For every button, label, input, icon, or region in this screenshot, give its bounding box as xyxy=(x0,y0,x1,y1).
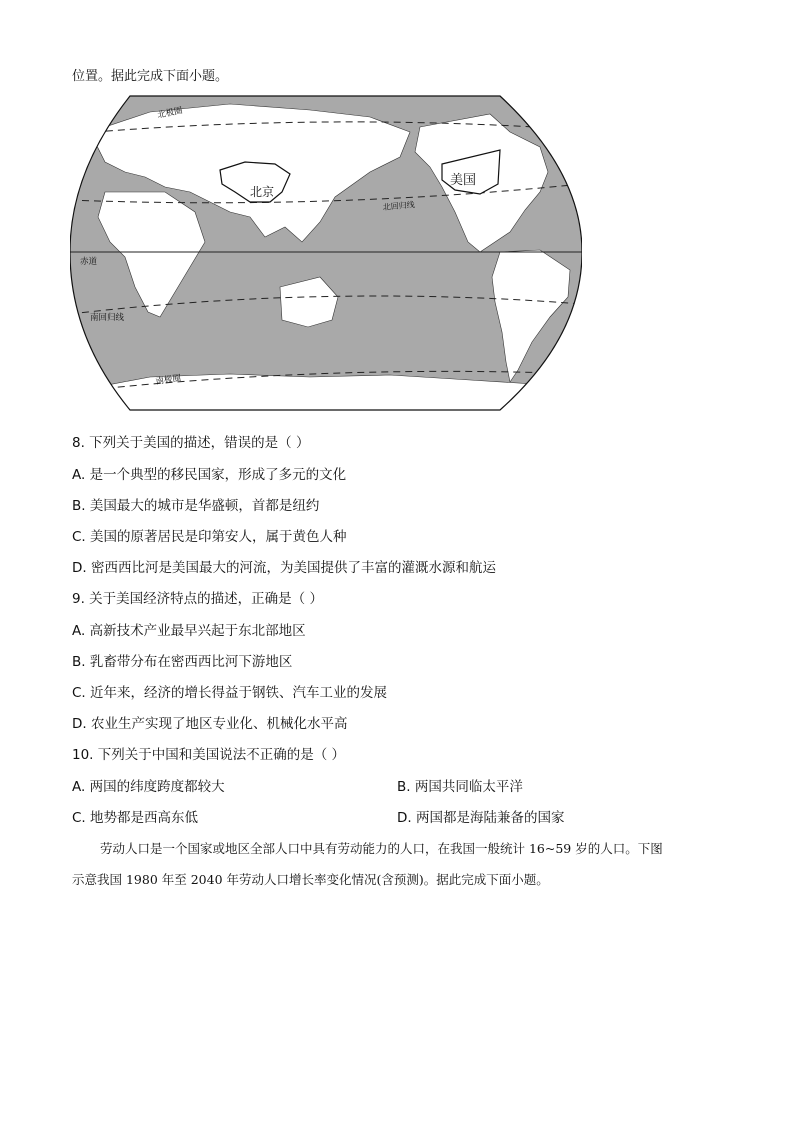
question-10-option-c[interactable]: C. 地势都是西高东低 xyxy=(72,810,199,826)
question-8-option-b[interactable]: B. 美国最大的城市是华盛顿，首都是纽约 xyxy=(72,498,320,514)
usa-label: 美国 xyxy=(450,173,477,188)
antarctic-circle-label: 南极圈 xyxy=(155,373,182,387)
question-8-option-a[interactable]: A. 是一个典型的移民国家，形成了多元的文化 xyxy=(72,467,347,483)
question-8-option-c[interactable]: C. 美国的原著居民是印第安人，属于黄色人种 xyxy=(72,529,347,545)
arctic-circle-label: 北极圈 xyxy=(156,105,184,121)
question-10-option-b[interactable]: B. 两国共同临太平洋 xyxy=(397,779,523,795)
question-10-option-a[interactable]: A. 两国的纬度跨度都较大 xyxy=(72,779,225,795)
tropic-of-capricorn-label: 南回归线 xyxy=(90,313,125,323)
beijing-label: 北京 xyxy=(250,185,275,199)
question-9-stem: 9. 关于美国经济特点的描述，正确是（ ） xyxy=(72,591,323,607)
question-9-option-c[interactable]: C. 近年来，经济的增长得益于钢铁、汽车工业的发展 xyxy=(72,685,388,701)
world-map xyxy=(70,92,582,414)
question-10-option-d[interactable]: D. 两国都是海陆兼备的国家 xyxy=(397,810,565,826)
question-9-option-a[interactable]: A. 高新技术产业最早兴起于东北部地区 xyxy=(72,623,306,639)
intro-text: 位置。据此完成下面小题。 xyxy=(72,69,229,84)
greenland-landmass xyxy=(540,100,575,132)
equator-label: 赤道 xyxy=(80,257,98,267)
question-9-option-d[interactable]: D. 农业生产实现了地区专业化、机械化水平高 xyxy=(72,716,348,732)
question-10-stem: 10. 下列关于中国和美国说法不正确的是（ ） xyxy=(72,747,346,763)
question-8-stem: 8. 下列关于美国的描述，错误的是（ ） xyxy=(72,435,310,451)
question-8-option-d[interactable]: D. 密西西比河是美国最大的河流，为美国提供了丰富的灌溉水源和航运 xyxy=(72,560,496,576)
paragraph-line-2: 示意我国 1980 年至 2040 年劳动人口增长率变化情况(含预测)。据此完成下面小题。 xyxy=(72,872,549,887)
paragraph-line-1: 劳动人口是一个国家或地区全部人口中具有劳动能力的人口，在我国一般统计 16~59 岁的人口。下图 xyxy=(100,841,663,856)
tropic-of-cancer-label: 北回归线 xyxy=(382,200,416,212)
question-9-option-b[interactable]: B. 乳畜带分布在密西西比河下游地区 xyxy=(72,654,293,670)
